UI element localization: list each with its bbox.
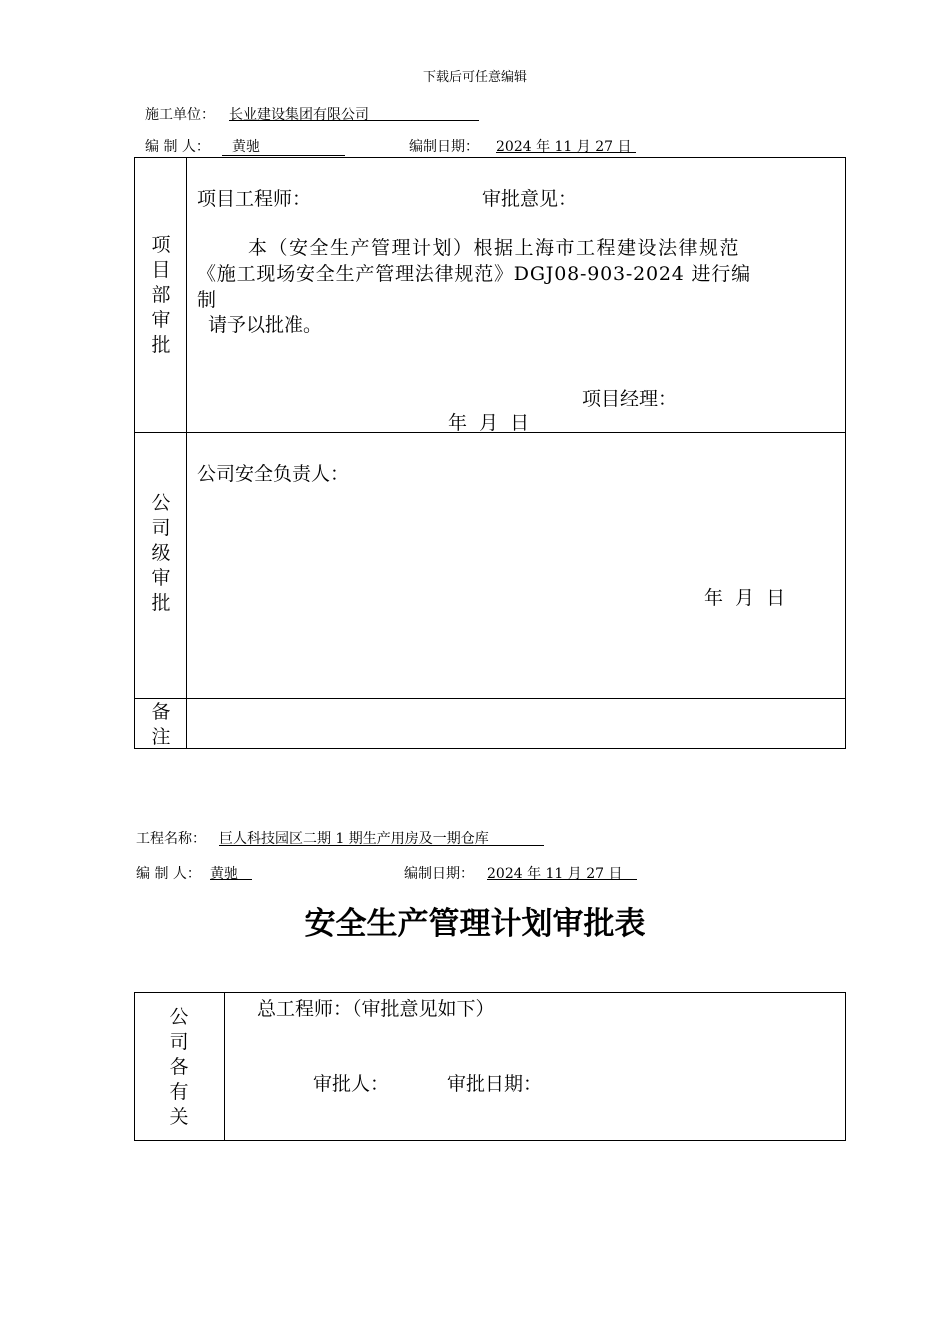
approve-date-label: 审批日期： bbox=[447, 1073, 543, 1095]
project-name-label: 工程名称： bbox=[136, 831, 206, 847]
date-underline bbox=[496, 152, 636, 153]
engineer-label: 项目工程师： bbox=[197, 188, 312, 210]
project-underline bbox=[219, 845, 544, 846]
unit-label: 施工单位： bbox=[145, 107, 215, 123]
chief-engineer-label: 总工程师：（审批意见如下） bbox=[257, 998, 495, 1020]
date-label: 编制日期： bbox=[409, 139, 479, 155]
project-dept-label: 项目部审批 bbox=[151, 234, 171, 356]
date-label-2: 编制日期： bbox=[404, 866, 474, 882]
date-value: 2024 年 11 月 27 日 bbox=[496, 139, 632, 155]
remarks-label: 备注 bbox=[151, 701, 171, 748]
project-name-value: 巨人科技园区二期 1 期生产用房及一期仓库 bbox=[219, 831, 489, 847]
unit-underline bbox=[229, 120, 479, 121]
date-placeholder-2: 年 月 日 bbox=[704, 587, 786, 609]
unit-value: 长业建设集团有限公司 bbox=[229, 107, 369, 123]
company-level-label: 公司级审批 bbox=[151, 492, 171, 614]
manager-label: 项目经理： bbox=[582, 388, 678, 410]
company-head-label: 公司安全负责人： bbox=[197, 463, 350, 485]
opinion-label: 审批意见： bbox=[482, 188, 578, 210]
body-line-4: 请予以批准。 bbox=[208, 314, 323, 336]
body-line-1: 本（安全生产管理计划）根据上海市工程建设法律规范 bbox=[248, 237, 741, 259]
row-divider bbox=[134, 698, 846, 699]
date-value-2: 2024 年 11 月 27 日 bbox=[487, 866, 623, 882]
editor-underline-2 bbox=[210, 879, 252, 880]
company-related-label: 公司各有关 bbox=[169, 1006, 189, 1128]
editor-label: 编 制 人： bbox=[145, 139, 210, 155]
table-divider-2 bbox=[224, 992, 225, 1141]
date-underline-2 bbox=[487, 879, 637, 880]
page-title: 安全生产管理计划审批表 bbox=[304, 906, 646, 942]
approver-label: 审批人： bbox=[313, 1073, 390, 1095]
editor-value: 黄驰 bbox=[232, 139, 260, 155]
header-note: 下载后可任意编辑 bbox=[422, 70, 527, 85]
editor-value-2: 黄驰 bbox=[210, 866, 238, 882]
table-divider bbox=[186, 157, 187, 749]
body-line-3: 制 bbox=[197, 289, 217, 311]
body-line-2: 《施工现场安全生产管理法律规范》DGJ08-903-2024 进行编 bbox=[197, 263, 751, 285]
editor-underline bbox=[222, 155, 345, 156]
date-placeholder: 年 月 日 bbox=[448, 412, 530, 434]
editor-label-2: 编 制 人： bbox=[136, 866, 201, 882]
